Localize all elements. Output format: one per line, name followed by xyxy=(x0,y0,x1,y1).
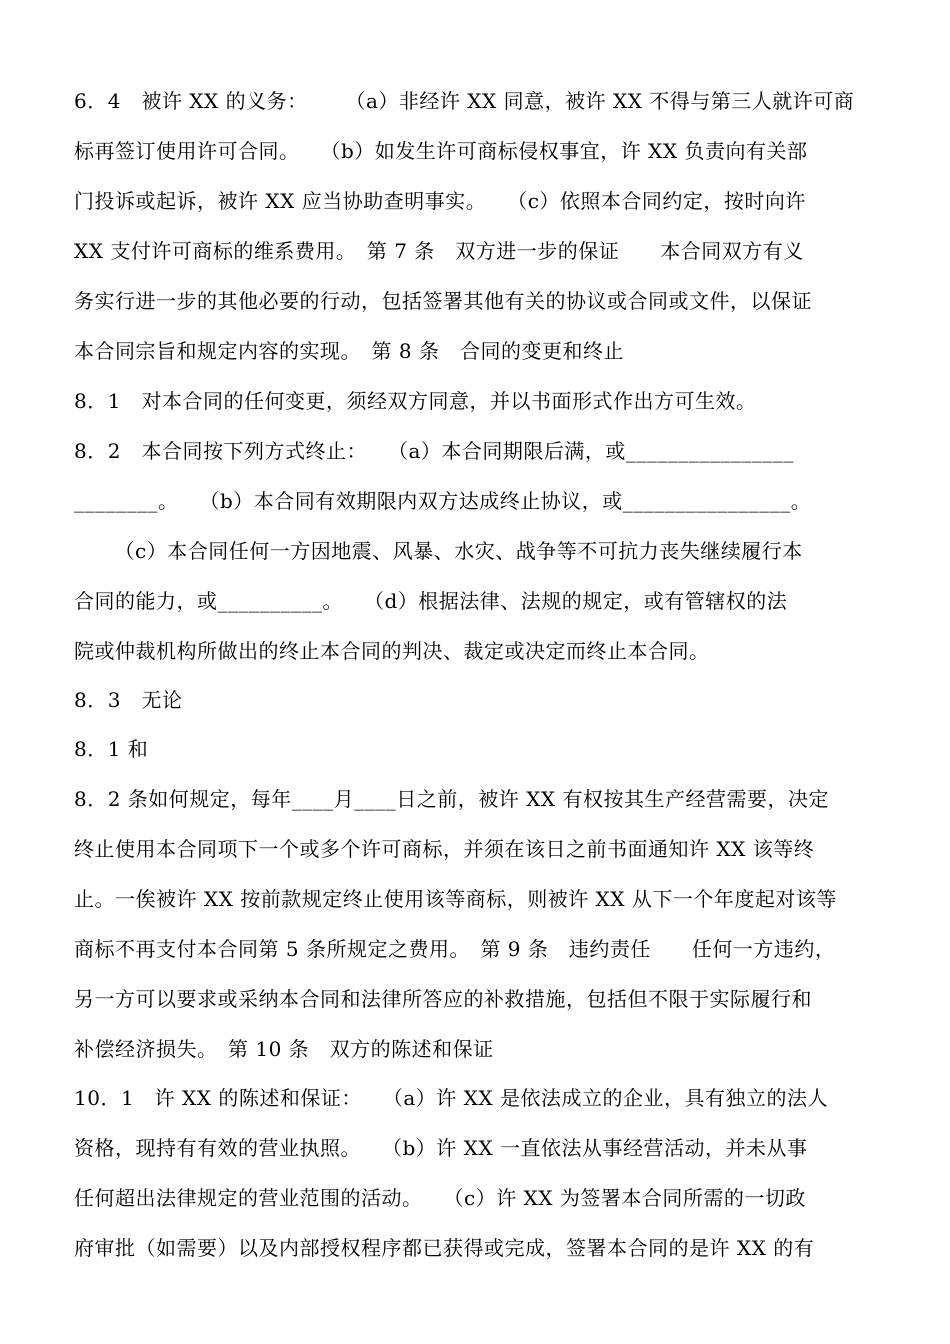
text-line: 终止使用本合同项下一个或多个许可商标，并须在该日之前书面通知许 XX 该等终 xyxy=(74,837,815,861)
text-line: 6．4 被许 XX 的义务： （a）非经许 XX 同意，被许 XX 不得与第三人就许可商 xyxy=(74,89,855,113)
text-line: 另一方可以要求或采纳本合同和法律所答应的补救措施，包括但不限于实际履行和 xyxy=(74,987,812,1011)
text-line: 8．1 对本合同的任何变更，须经双方同意，并以书面形式作出方可生效。 xyxy=(74,389,757,413)
text-line: 务实行进一步的其他必要的行动，包括签署其他有关的协议或合同或文件，以保证 xyxy=(74,289,812,313)
text-line: 任何超出法律规定的营业范围的活动。 （c）许 XX 为签署本合同所需的一切政 xyxy=(74,1186,806,1210)
text-line: 止。一俟被许 XX 按前款规定终止使用该等商标，则被许 XX 从下一个年度起对该等 xyxy=(74,887,837,911)
text-line: ________。 （b）本合同有效期限内双方达成终止协议，或________________。 xyxy=(74,489,812,513)
text-line: 8．2 本合同按下列方式终止： （a）本合同期限后满，或________________ xyxy=(74,439,794,463)
text-line: 标再签订使用许可合同。 （b）如发生许可商标侵权事宜，许 XX 负责向有关部 xyxy=(74,139,808,163)
text-line: （c）本合同任何一方因地震、风暴、水灾、战争等不可抗力丧失继续履行本 xyxy=(104,539,803,563)
text-line: 补偿经济损失。 第 10 条 双方的陈述和保证 xyxy=(74,1037,494,1061)
text-line: 8．1 和 xyxy=(74,737,149,761)
text-line: 商标不再支付本合同第 5 条所规定之费用。 第 9 条 违约责任 任何一方违约， xyxy=(74,937,836,961)
text-line: XX 支付许可商标的维系费用。 第 7 条 双方进一步的保证 本合同双方有义 xyxy=(74,239,804,263)
text-line: 8．3 无论 xyxy=(74,688,183,712)
text-line: 门投诉或起诉，被许 XX 应当协助查明事实。 （c）依照本合同约定，按时向许 xyxy=(74,189,806,213)
text-line: 院或仲裁机构所做出的终止本合同的判决、裁定或决定而终止本合同。 xyxy=(74,639,710,663)
text-line: 本合同宗旨和规定内容的实现。 第 8 条 合同的变更和终止 xyxy=(74,339,624,363)
text-line: 8．2 条如何规定，每年____月____日之前，被许 XX 有权按其生产经营需要，决定 xyxy=(74,787,829,811)
text-line: 府审批（如需要）以及内部授权程序都已获得或完成，签署本合同的是许 XX 的有 xyxy=(74,1236,815,1260)
text-line: 合同的能力，或__________。 （d）根据法律、法规的规定，或有管辖权的法 xyxy=(74,589,788,613)
text-line: 10．1 许 XX 的陈述和保证： （a）许 XX 是依法成立的企业，具有独立的法人 xyxy=(74,1086,828,1110)
text-line: 资格，现持有有效的营业执照。 （b）许 XX 一直依法从事经营活动，并未从事 xyxy=(74,1136,808,1160)
